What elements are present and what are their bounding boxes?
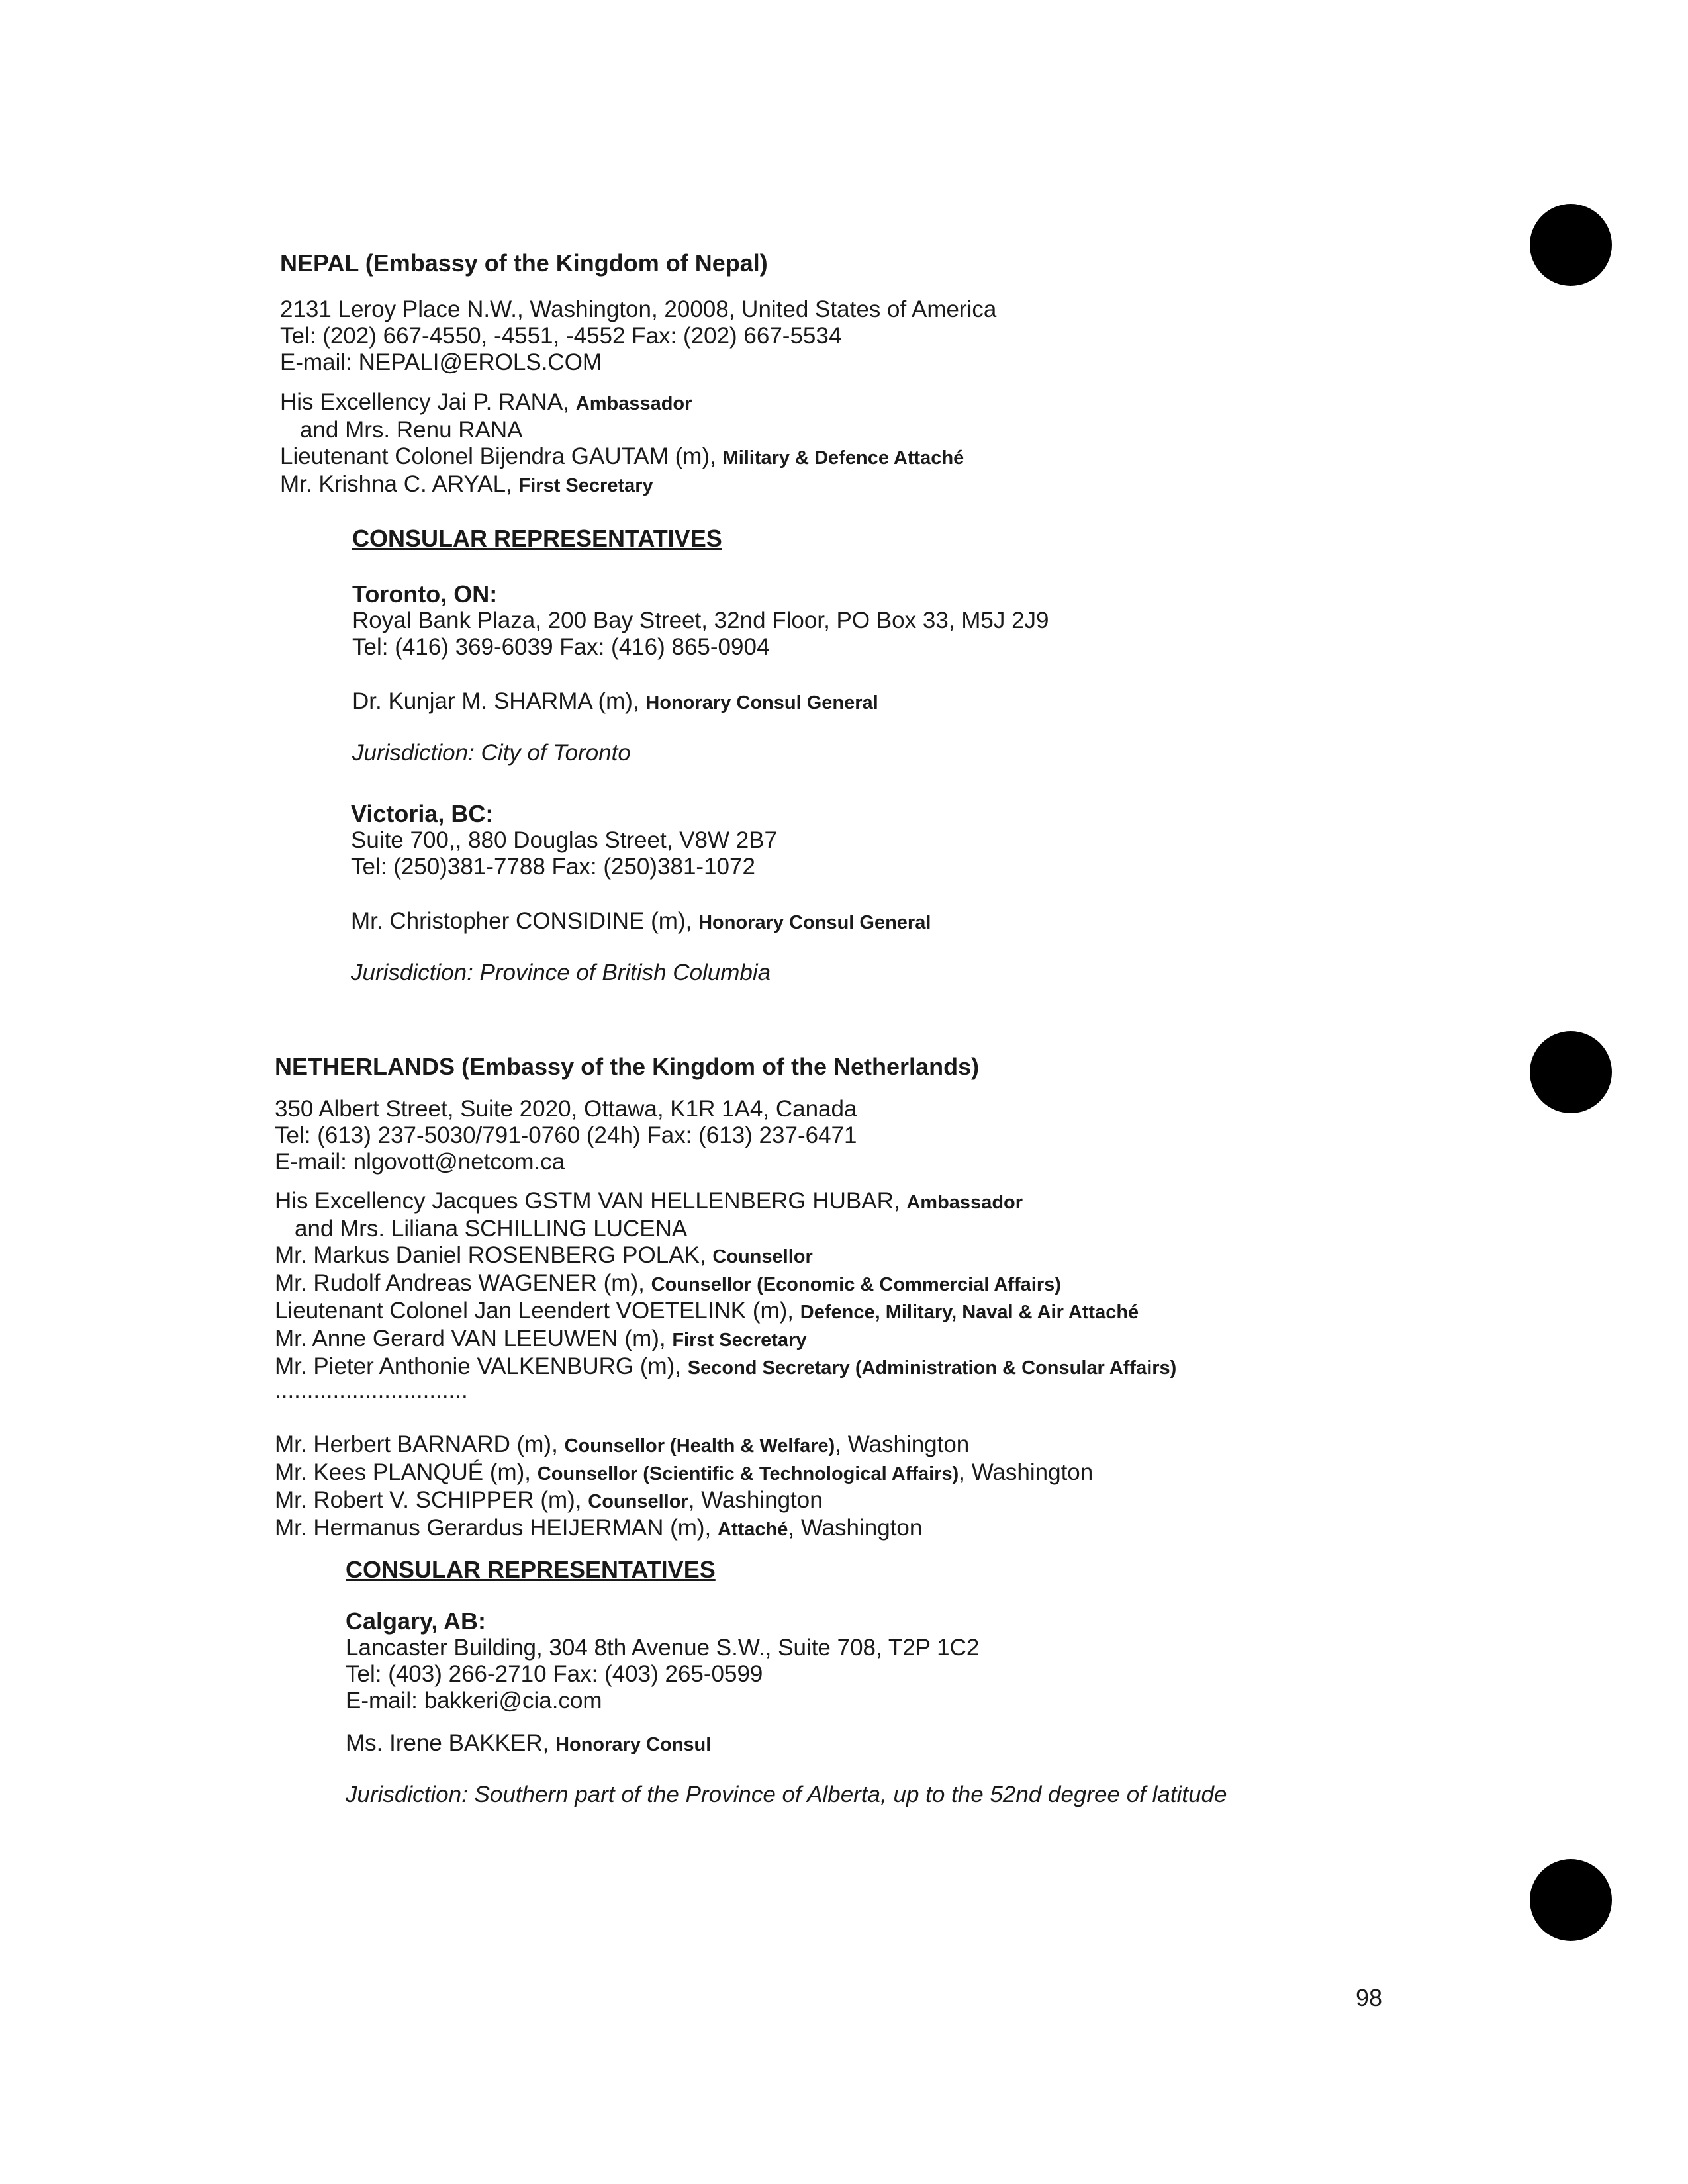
netherlands-consulate-calgary	[346, 1608, 1227, 1808]
nepal-contact	[280, 296, 996, 376]
staff-line: Mr. Krishna C. ARYAL, First Secretary	[280, 471, 653, 497]
consulate-city: Calgary, AB:	[346, 1608, 487, 1635]
nepal-heading: NEPAL (Embassy of the Kingdom of Nepal)	[280, 250, 768, 277]
staff-line: Mr. Robert V. SCHIPPER (m), Counsellor, Washington	[275, 1487, 823, 1513]
staff-line: Lieutenant Colonel Jan Leendert VOETELINK (m), Defence, Military, Naval & Air Attaché	[275, 1298, 1139, 1324]
punch-hole-top	[1530, 204, 1612, 286]
staff-line: Lieutenant Colonel Bijendra GAUTAM (m), Military & Defence Attaché	[280, 443, 964, 469]
nepal-consulate-toronto	[352, 581, 1049, 766]
netherlands-washington-staff	[275, 1432, 1093, 1543]
consulate-person: Dr. Kunjar M. SHARMA (m), Honorary Consul General	[352, 688, 878, 714]
consulate-tel: Tel: (416) 369-6039 Fax: (416) 865-0904	[352, 634, 770, 660]
nepal-consulate-victoria	[351, 801, 931, 986]
consulate-address: Royal Bank Plaza, 200 Bay Street, 32nd Floor, PO Box 33, M5J 2J9	[352, 608, 1049, 633]
netherlands-staff-list	[275, 1188, 1177, 1403]
staff-line: His Excellency Jacques GSTM VAN HELLENBERG HUBAR, Ambassador	[275, 1188, 1023, 1214]
staff-line: Mr. Pieter Anthonie VALKENBURG (m), Second Secretary (Administration & Consular Affairs)	[275, 1353, 1177, 1379]
staff-line: Mr. Herbert BARNARD (m), Counsellor (Health & Welfare), Washington	[275, 1432, 970, 1457]
netherlands-consular-heading: CONSULAR REPRESENTATIVES	[346, 1556, 716, 1583]
consulate-tel: Tel: (403) 266-2710 Fax: (403) 265-0599	[346, 1661, 763, 1687]
consulate-city: Victoria, BC:	[351, 800, 494, 827]
staff-line: Mr. Kees PLANQUÉ (m), Counsellor (Scientific & Technological Affairs), Washington	[275, 1459, 1094, 1485]
netherlands-email: E-mail: nlgovott@netcom.ca	[275, 1149, 565, 1175]
staff-line: Mr. Rudolf Andreas WAGENER (m), Counsellor (Economic & Commercial Affairs)	[275, 1270, 1061, 1296]
staff-line: Mr. Hermanus Gerardus HEIJERMAN (m), Attaché, Washington	[275, 1515, 923, 1541]
staff-line: Mr. Markus Daniel ROSENBERG POLAK, Counsellor	[275, 1242, 813, 1268]
consulate-jurisdiction: Jurisdiction: Province of British Columbia	[351, 960, 771, 985]
staff-line: His Excellency Jai P. RANA, Ambassador	[280, 389, 692, 415]
nepal-email: E-mail: NEPALI@EROLS.COM	[280, 349, 602, 375]
staff-line: Mr. Anne Gerard VAN LEEUWEN (m), First Secretary	[275, 1326, 807, 1351]
consulate-city: Toronto, ON:	[352, 580, 498, 608]
consulate-jurisdiction: Jurisdiction: City of Toronto	[352, 740, 631, 766]
netherlands-tel: Tel: (613) 237-5030/791-0760 (24h) Fax: (613) 237-6471	[275, 1122, 857, 1148]
consulate-person: Ms. Irene BAKKER, Honorary Consul	[346, 1730, 712, 1756]
nepal-staff-list	[280, 389, 964, 499]
separator-dots: ..............................	[275, 1377, 468, 1403]
nepal-address: 2131 Leroy Place N.W., Washington, 20008, United States of America	[280, 296, 997, 322]
punch-hole-bottom	[1530, 1859, 1612, 1941]
staff-line: and Mrs. Liliana SCHILLING LUCENA	[295, 1216, 688, 1242]
netherlands-address: 350 Albert Street, Suite 2020, Ottawa, K1R 1A4, Canada	[275, 1096, 857, 1122]
netherlands-heading: NETHERLANDS (Embassy of the Kingdom of the Netherlands)	[275, 1053, 980, 1080]
nepal-consular-heading: CONSULAR REPRESENTATIVES	[352, 525, 722, 552]
page-number: 98	[1356, 1984, 1383, 2011]
consulate-address: Lancaster Building, 304 8th Avenue S.W., Suite 708, T2P 1C2	[346, 1635, 980, 1661]
netherlands-contact	[275, 1096, 857, 1175]
consulate-address: Suite 700,, 880 Douglas Street, V8W 2B7	[351, 827, 777, 853]
nepal-tel: Tel: (202) 667-4550, -4551, -4552 Fax: (202) 667-5534	[280, 323, 842, 349]
consulate-tel: Tel: (250)381-7788 Fax: (250)381-1072	[351, 854, 755, 880]
consulate-email: E-mail: bakkeri@cia.com	[346, 1688, 602, 1713]
consulate-person: Mr. Christopher CONSIDINE (m), Honorary Consul General	[351, 908, 931, 934]
punch-hole-middle	[1530, 1031, 1612, 1113]
staff-line: and Mrs. Renu RANA	[300, 417, 523, 443]
consulate-jurisdiction: Jurisdiction: Southern part of the Province of Alberta, up to the 52nd degree of latitude	[346, 1782, 1227, 1807]
